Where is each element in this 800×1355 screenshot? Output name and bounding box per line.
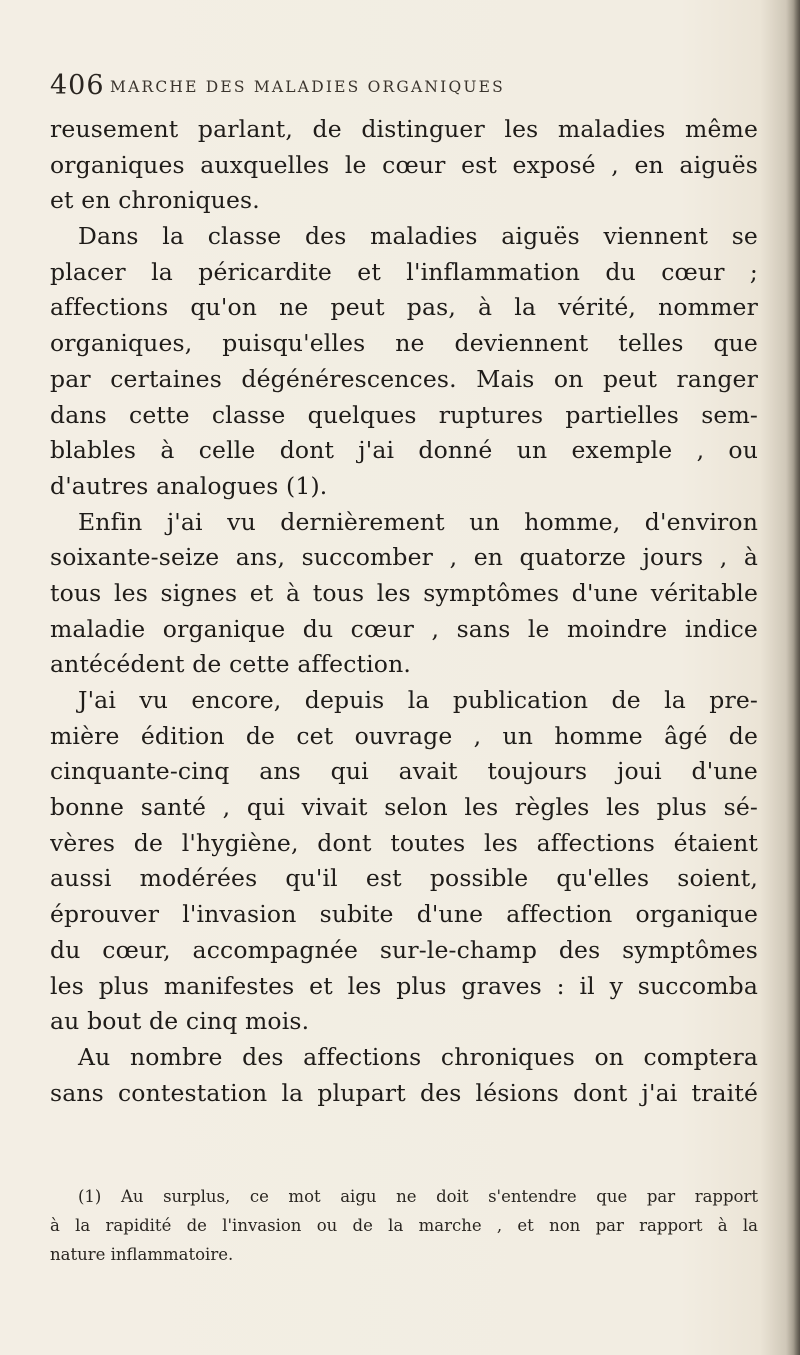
text-line: éprouver l'invasion subite d'une affection organique <box>50 900 758 929</box>
text-line: vères de l'hygiène, dont toutes les affections étaient <box>50 828 758 857</box>
text-line: affections qu'on ne peut pas, à la vérité, nommer <box>50 293 758 322</box>
text-line: Dans la classe des maladies aiguës viennent se <box>78 222 758 251</box>
text-line: soixante-seize ans, succomber , en quatorze jours , à <box>50 543 758 572</box>
footnote-line: à la rapidité de l'invasion ou de la marche , et non par rapport à la <box>50 1216 758 1235</box>
text-line: du cœur, accompagnée sur-le-champ des symptômes <box>50 935 758 964</box>
text-line: sans contestation la plupart des lésions dont j'ai traité <box>50 1078 758 1107</box>
text-line: les plus manifestes et les plus graves : il y succomba <box>50 971 758 1000</box>
text-line: blables à celle dont j'ai donné un exemple , ou <box>50 436 758 465</box>
text-line: tous les signes et à tous les symptômes d'une véritable <box>50 578 758 607</box>
text-line: reusement parlant, de distinguer les maladies même <box>50 115 758 143</box>
footnote-line: (1) Au surplus, ce mot aigu ne doit s'entendre que par rapport <box>78 1187 758 1206</box>
text-line: et en chroniques. <box>50 186 260 215</box>
text-line: cinquante-cinq ans qui avait toujours joui d'une <box>50 757 758 786</box>
running-head: MARCHE DES MALADIES ORGANIQUES <box>110 78 505 96</box>
text-line: mière édition de cet ouvrage , un homme âgé de <box>50 721 758 750</box>
footnotes <box>50 1182 758 1269</box>
text-line: antécédent de cette affection. <box>50 650 412 679</box>
text-line: placer la péricardite et l'inflammation du cœur ; <box>50 257 758 286</box>
text-line: J'ai vu encore, depuis la publication de la pre- <box>78 686 758 714</box>
text-line: par certaines dégénérescences. Mais on peut ranger <box>50 364 758 393</box>
page-number: 406 <box>50 70 105 101</box>
text-line: d'autres analogues (1). <box>50 471 328 500</box>
text-line: Au nombre des affections chroniques on comptera <box>78 1042 758 1071</box>
text-line: organiques, puisqu'elles ne deviennent telles que <box>50 329 758 358</box>
body-text <box>50 112 758 1111</box>
page-edge-shadow <box>786 0 800 1355</box>
text-line: dans cette classe quelques ruptures partielles sem- <box>50 400 758 429</box>
footnote-line: nature inflammatoire. <box>50 1245 234 1264</box>
page-header <box>50 70 760 110</box>
text-line: Enfin j'ai vu dernièrement un homme, d'environ <box>78 507 758 536</box>
text-line: maladie organique du cœur , sans le moindre indice <box>50 614 758 643</box>
text-line: organiques auxquelles le cœur est exposé , en aiguës <box>50 150 758 179</box>
text-line: bonne santé , qui vivait selon les règles les plus sé- <box>50 793 758 822</box>
text-line: aussi modérées qu'il est possible qu'elles soient, <box>50 864 758 893</box>
text-line: au bout de cinq mois. <box>50 1007 310 1036</box>
